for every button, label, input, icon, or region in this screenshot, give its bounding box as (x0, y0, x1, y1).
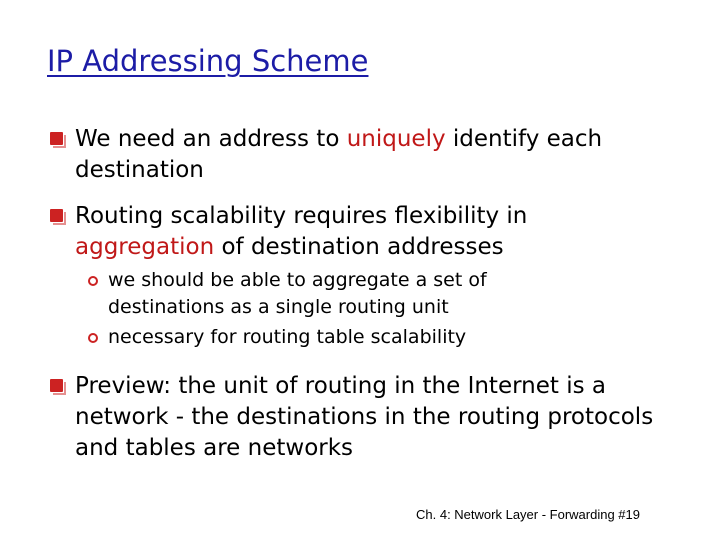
square-bullet-icon (50, 379, 63, 392)
bullet-item-1 (50, 124, 700, 186)
bullet-2-highlight: aggregation (75, 234, 215, 260)
square-bullet-icon (50, 132, 63, 145)
bullet-item-3 (50, 371, 690, 464)
sub-bullet-item-2 (88, 324, 688, 351)
bullet-text-2 (50, 201, 650, 263)
bullet-1-text-before: We need an address to (75, 126, 347, 152)
bullet-2-text-before: Routing scalability requires flexibility in (75, 203, 528, 229)
bullet-1-highlight: uniquely (346, 126, 446, 152)
slide-footer: Ch. 4: Network Layer - Forwarding #19 (416, 507, 640, 522)
bullet-1-text-after: identify each destination (75, 126, 603, 183)
bullet-text-3: Preview: the unit of routing in the Internet is a network - the destinations in the routing protocols and tables are networks (75, 373, 654, 461)
circle-bullet-icon (88, 333, 98, 343)
bullet-text-1 (50, 124, 700, 186)
bullet-item-2 (50, 201, 650, 263)
bullet-2-text-after: of destination addresses (214, 234, 504, 260)
square-bullet-icon (50, 209, 63, 222)
sub-bullet-text-2: necessary for routing table scalability (108, 326, 467, 348)
sub-bullet-text-1: we should be able to aggregate a set of destinations as a single routing unit (108, 269, 487, 318)
circle-bullet-icon (88, 276, 98, 286)
sub-bullet-item-1 (88, 267, 558, 321)
slide-title: IP Addressing Scheme (47, 44, 369, 78)
